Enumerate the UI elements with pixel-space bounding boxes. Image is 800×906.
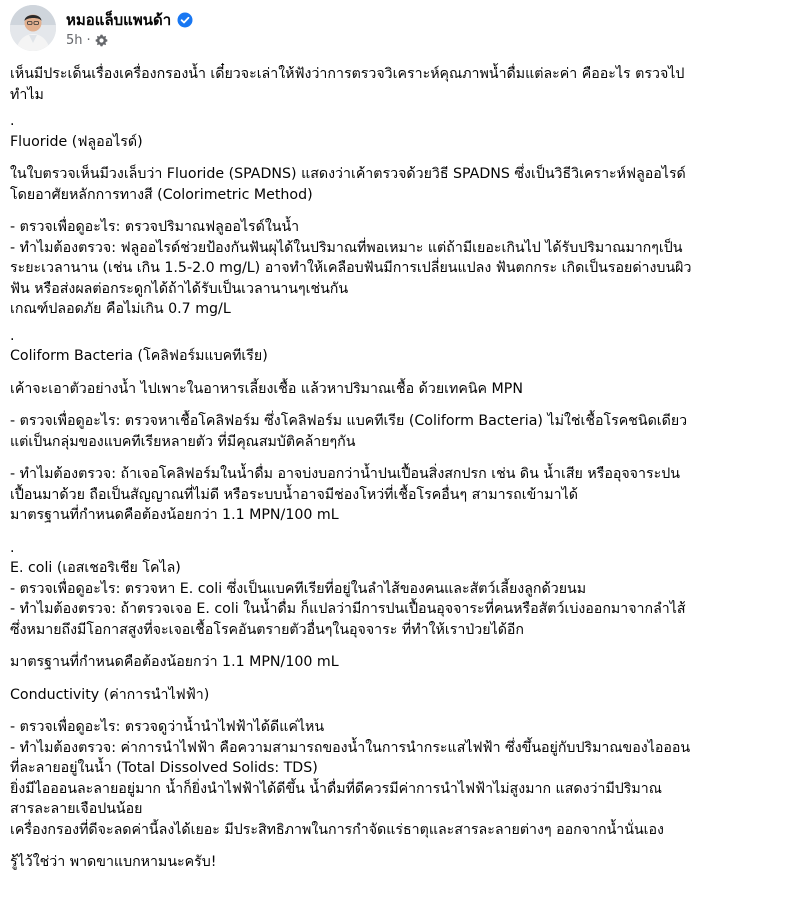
post-timestamp[interactable]: 5h — [66, 33, 83, 48]
separator-dot: . — [10, 327, 15, 344]
avatar-image — [10, 5, 56, 51]
fluoride-description: โดยอาศัยหลักการทางสี (Colorimetric Method) — [10, 186, 313, 203]
meta-separator: · — [86, 33, 91, 48]
conductivity-point: ที่ละลายอยู่ในน้ำ (Total Dissolved Solids: TDS) — [10, 760, 318, 776]
conductivity-point: เครื่องกรองที่ดีจะลดค่านี้ลงได้เยอะ มีประสิทธิภาพในการกำจัดแร่ธาตุและสารละลายต่างๆ ออกจากน้ำนั่นเอง — [10, 821, 664, 838]
coliform-title: Coliform Bacteria (โคลิฟอร์มแบคทีเรีย) — [10, 348, 268, 364]
fluoride-description: ในใบตรวจเห็นมีวงเล็บว่า Fluoride (SPADNS) แสดงว่าเค้าตรวจด้วยวิธี SPADNS ซึ่งเป็นวิธีวิเคราะห์ฟลูออไรด์ — [10, 166, 686, 182]
ecoli-point: - ตรวจเพื่อดูอะไร: ตรวจหา E. coli ซึ่งเป็นแบคทีเรียที่อยู่ในลำไส้ของคนและสัตว์เลี้ยงลูกด้วยนม — [10, 580, 587, 597]
post-header — [10, 5, 790, 55]
conductivity-title: Conductivity (ค่าการนำไฟฟ้า) — [10, 686, 210, 703]
fluoride-point: ฟัน หรือส่งผลต่อกระดูกได้ถ้าได้รับเป็นเวลานานๆเช่นกัน — [10, 280, 349, 297]
avatar[interactable] — [10, 5, 56, 51]
fluoride-title: Fluoride (ฟลูออไรด์) — [10, 133, 143, 150]
ecoli-title: E. coli (เอสเชอริเชีย โคไล) — [10, 560, 181, 576]
author-row — [66, 8, 193, 32]
fluoride-safety-threshold: เกณฑ์ปลอดภัย คือไม่เกิน 0.7 mg/L — [10, 301, 231, 317]
ecoli-point: ซึ่งหมายถึงมีโอกาสสูงที่จะเจอเชื้อโรคอันตรายตัวอื่นๆในอุจจาระ ที่ทำให้เราป่วยได้อีก — [10, 621, 525, 638]
coliform-point: แต่เป็นกลุ่มของแบคทีเรียหลายตัว ที่มีคุณสมบัติคล้ายๆกัน — [10, 433, 356, 450]
ecoli-standard: มาตรฐานที่กำหนดคือต้องน้อยกว่า 1.1 MPN/100 mL — [10, 654, 339, 670]
coliform-standard: มาตรฐานที่กำหนดคือต้องน้อยกว่า 1.1 MPN/100 mL — [10, 507, 339, 523]
conductivity-point: - ทำไมต้องตรวจ: ค่าการนำไฟฟ้า คือความสามารถของน้ำในการนำกระแสไฟฟ้า ซึ่งขึ้นอยู่กับปริมาณของไอออน — [10, 739, 691, 756]
conductivity-point: สารละลายเจือปนน้อย — [10, 801, 143, 817]
intro-line: เห็นมีประเด็นเรื่องเครื่องกรองน้ำ เดี๋ยวจะเล่าให้ฟังว่าการตรวจวิเคราะห์คุณภาพน้ำดื่มแต่ละค่า คืออะไร ตรวจไป — [10, 66, 685, 82]
author-name[interactable]: หมอแล็บแพนด้า — [66, 11, 172, 29]
coliform-point: - ทำไมต้องตรวจ: ถ้าเจอโคลิฟอร์มในน้ำดื่ม อาจบ่งบอกว่าน้ำปนเปื้อนสิ่งสกปรก เช่น ดิน น้ำเสีย หรืออุจจาระปน — [10, 466, 680, 482]
conductivity-point: ยิ่งมีไอออนละลายอยู่มาก น้ำก็ยิ่งนำไฟฟ้าได้ดีขึ้น น้ำดื่มที่ดีควรมีค่าการนำไฟฟ้าไม่สูงมาก แสดงว่ามีปริมาณ — [10, 780, 662, 797]
fluoride-point: - ตรวจเพื่อดูอะไร: ตรวจปริมาณฟลูออไรด์ในน้ำ — [10, 219, 300, 235]
conductivity-point: - ตรวจเพื่อดูอะไร: ตรวจดูว่าน้ำนำไฟฟ้าได้ดีแค่ไหน — [10, 719, 325, 735]
fluoride-point: - ทำไมต้องตรวจ: ฟลูออไรด์ช่วยป้องกันฟันผุได้ในปริมาณที่พอเหมาะ แต่ถ้ามีเยอะเกินไป ได้รับปริมาณมากๆเป็น — [10, 239, 683, 256]
coliform-description: เค้าจะเอาตัวอย่างน้ำ ไปเพาะในอาหารเลี้ยงเชื้อ แล้วหาปริมาณเชื้อ ด้วยเทคนิค MPN — [10, 380, 523, 397]
gear-icon — [95, 34, 108, 47]
closing-line: รู้ไว้ใช่ว่า พาดขาแบกหามนะครับ! — [10, 854, 217, 870]
coliform-point: เปื้อนมาด้วย ถือเป็นสัญญาณที่ไม่ดี หรือระบบน้ำอาจมีช่องโหว่ที่เชื้อโรคอื่นๆ สามารถเข้ามาได้ — [10, 486, 578, 503]
separator-dot: . — [10, 113, 15, 129]
post-body — [10, 64, 788, 873]
fluoride-point: ระยะเวลานาน (เช่น เกิน 1.5-2.0 mg/L) อาจทำให้เคลือบฟันมีการเปลี่ยนแปลง ฟันตกกระ เกิดเป็นรอยด่างบนผิว — [10, 260, 692, 276]
coliform-point: - ตรวจเพื่อดูอะไร: ตรวจหาเชื้อโคลิฟอร์ม ซึ่งโคลิฟอร์ม แบคทีเรีย (Coliform Bacteria) ไม่ใช่เชื้อโรคชนิดเดียว — [10, 413, 688, 429]
verified-badge-icon — [177, 12, 193, 28]
separator-dot: . — [10, 539, 15, 556]
ecoli-point: - ทำไมต้องตรวจ: ถ้าตรวจเจอ E. coli ในน้ำดื่ม ก็แปลว่ามีการปนเปื้อนอุจจาระที่คนหรือสัตว์เบ่งออกมาจากลำไส้ — [10, 601, 686, 617]
post-meta — [66, 33, 108, 48]
intro-line: ทำไม — [10, 86, 44, 103]
